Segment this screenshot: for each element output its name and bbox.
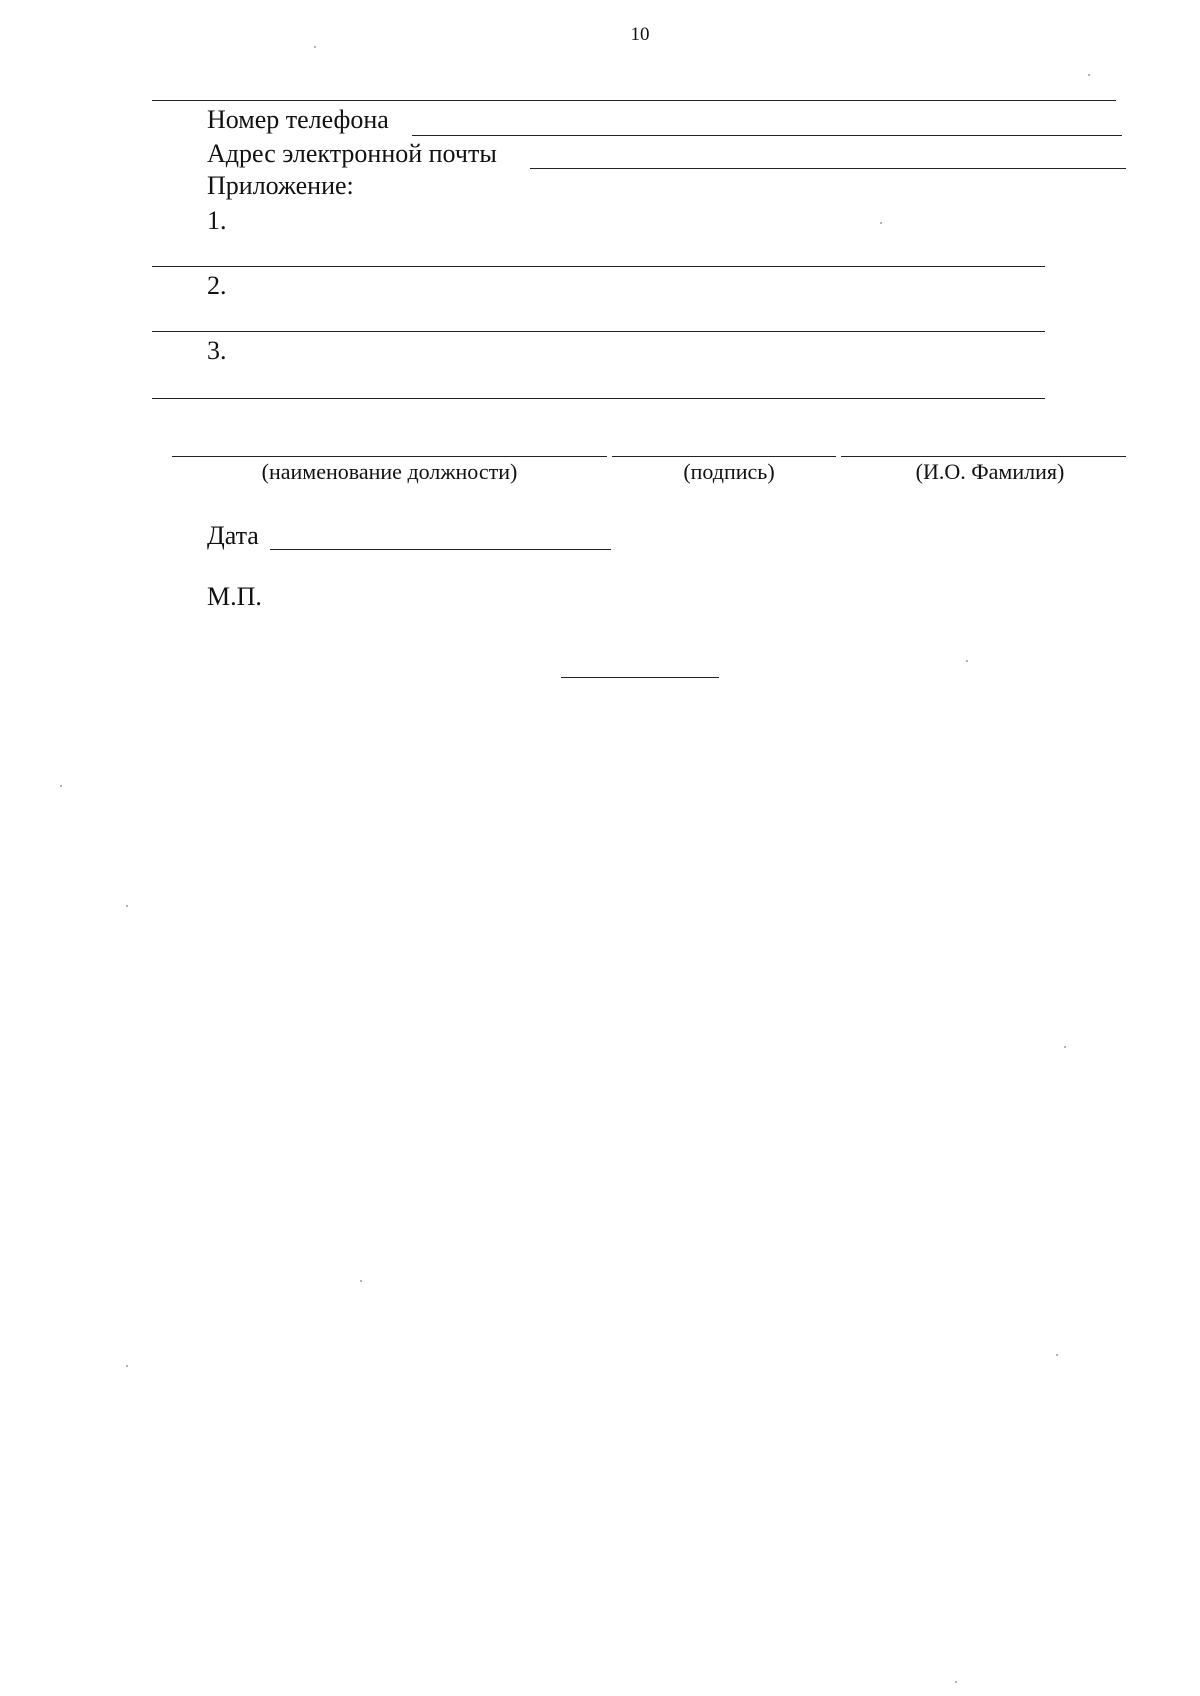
top-blank-line	[152, 100, 1116, 101]
scan-speck	[360, 1280, 362, 1282]
page-number: 10	[630, 24, 650, 45]
date-field-line[interactable]	[270, 549, 611, 550]
scan-speck	[966, 660, 968, 662]
attachment-item-2: 2.	[207, 271, 227, 300]
email-label: Адрес электронной почты	[207, 139, 497, 168]
scan-speck	[60, 785, 62, 787]
signature-caption: (подпись)	[683, 459, 775, 484]
attachment-line-2[interactable]	[152, 331, 1045, 332]
end-divider	[561, 677, 719, 678]
date-label: Дата	[207, 521, 259, 550]
position-line[interactable]	[172, 456, 607, 457]
scan-speck	[1064, 1046, 1066, 1048]
attachment-item-3: 3.	[207, 336, 227, 365]
attachments-heading: Приложение:	[207, 171, 354, 200]
signature-line[interactable]	[612, 456, 836, 457]
phone-label: Номер телефона	[207, 105, 389, 134]
name-line[interactable]	[841, 456, 1126, 457]
scan-speck	[1088, 74, 1090, 76]
scan-speck	[126, 1365, 128, 1367]
phone-field-line[interactable]	[412, 135, 1122, 136]
attachment-line-3[interactable]	[152, 398, 1045, 399]
stamp-label: М.П.	[207, 582, 262, 611]
email-field-line[interactable]	[530, 168, 1126, 169]
scan-speck	[955, 1681, 957, 1683]
scan-speck	[880, 222, 882, 224]
attachment-line-1[interactable]	[152, 266, 1045, 267]
scan-speck	[126, 905, 128, 907]
scan-speck	[314, 46, 316, 48]
name-caption: (И.О. Фамилия)	[915, 459, 1065, 484]
position-caption: (наименование должности)	[261, 459, 518, 484]
attachment-item-1: 1.	[207, 206, 227, 235]
scan-speck	[1056, 1354, 1058, 1356]
